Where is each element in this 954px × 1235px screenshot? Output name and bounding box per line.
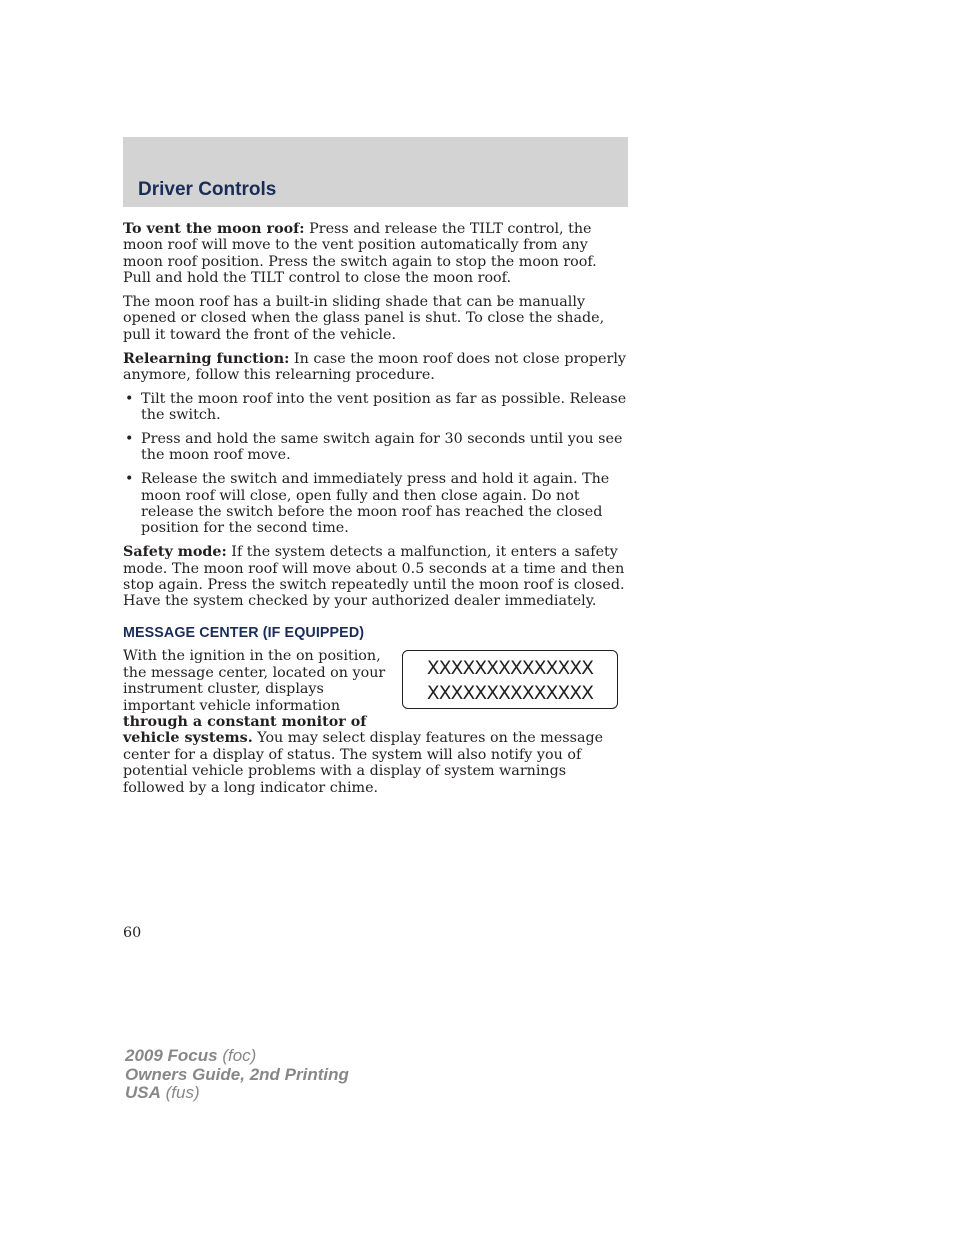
relearn-steps-list xyxy=(123,391,629,537)
footer-edition-info xyxy=(125,1047,349,1103)
shade-paragraph: The moon roof has a built-in sliding shade that can be manually opened or closed when the glass panel is shut. To close the shade, pull it toward the front of the vehicle. xyxy=(123,294,605,343)
safety-label: Safety mode: xyxy=(123,544,227,561)
message-center-bold: through a constant monitor of vehicle systems. xyxy=(123,713,367,747)
list-item: • Release the switch and immediately press and hold it again. The moon roof will close, open fully and then close again. Do not release the switch before the moon roof has reached the closed position for the second time. xyxy=(125,471,610,537)
chapter-header-band xyxy=(123,137,628,207)
relearn-label: Relearning function: xyxy=(123,350,290,367)
display-line-1: XXXXXXXXXXXXXX xyxy=(426,658,594,680)
relearn-text: In case the moon roof does not close properly anymore, follow this relearning procedure. xyxy=(123,350,627,384)
page-number: 60 xyxy=(123,925,142,941)
bullet-icon: • xyxy=(125,471,134,488)
bullet-icon: • xyxy=(125,390,134,407)
footer-line-1: 2009 Focus (foc) xyxy=(125,1046,257,1065)
footer-line-3: USA (fus) xyxy=(125,1083,200,1102)
safety-text: If the system detects a malfunction, it enters a safety mode. The moon roof will move about 0.5 seconds at a time and then stop again. Press the switch repeatedly until the moon roof is closed. Have the system checked by your authorized dealer immediately. xyxy=(123,544,625,610)
message-center-paragraph: With the ignition in the on position, the message center, located on your instrument cluster, displays important vehicle information through a constant monitor of vehicle systems. You may select display features on the message center for a display of status. The system will also notify you of potential vehicle problems with a display of system warnings followed by a long indicator chime. xyxy=(123,648,604,796)
message-center-display-illustration xyxy=(402,650,618,709)
message-center-heading: MESSAGE CENTER (IF EQUIPPED) xyxy=(123,624,365,641)
list-item: • Press and hold the same switch again for 30 seconds until you see the moon roof move. xyxy=(125,431,623,464)
relearn-paragraph xyxy=(123,351,629,384)
bullet-icon: • xyxy=(125,431,134,448)
chapter-title: Driver Controls xyxy=(138,179,277,200)
safety-paragraph xyxy=(123,544,629,610)
footer-line-2: Owners Guide, 2nd Printing xyxy=(125,1064,349,1084)
vent-label: To vent the moon roof: xyxy=(123,221,305,237)
page-content xyxy=(123,221,629,803)
vent-text: Press and release the TILT control, the moon roof will move to the vent position automatically from any moon roof position. Press the switch again to stop the moon roof. Pull and hold the TILT control to close the moon roof. xyxy=(123,221,597,287)
vent-paragraph xyxy=(123,221,629,287)
list-item: • Tilt the moon roof into the vent position as far as possible. Release the switch. xyxy=(125,390,627,424)
display-line-2: XXXXXXXXXXXXXX xyxy=(426,683,594,705)
